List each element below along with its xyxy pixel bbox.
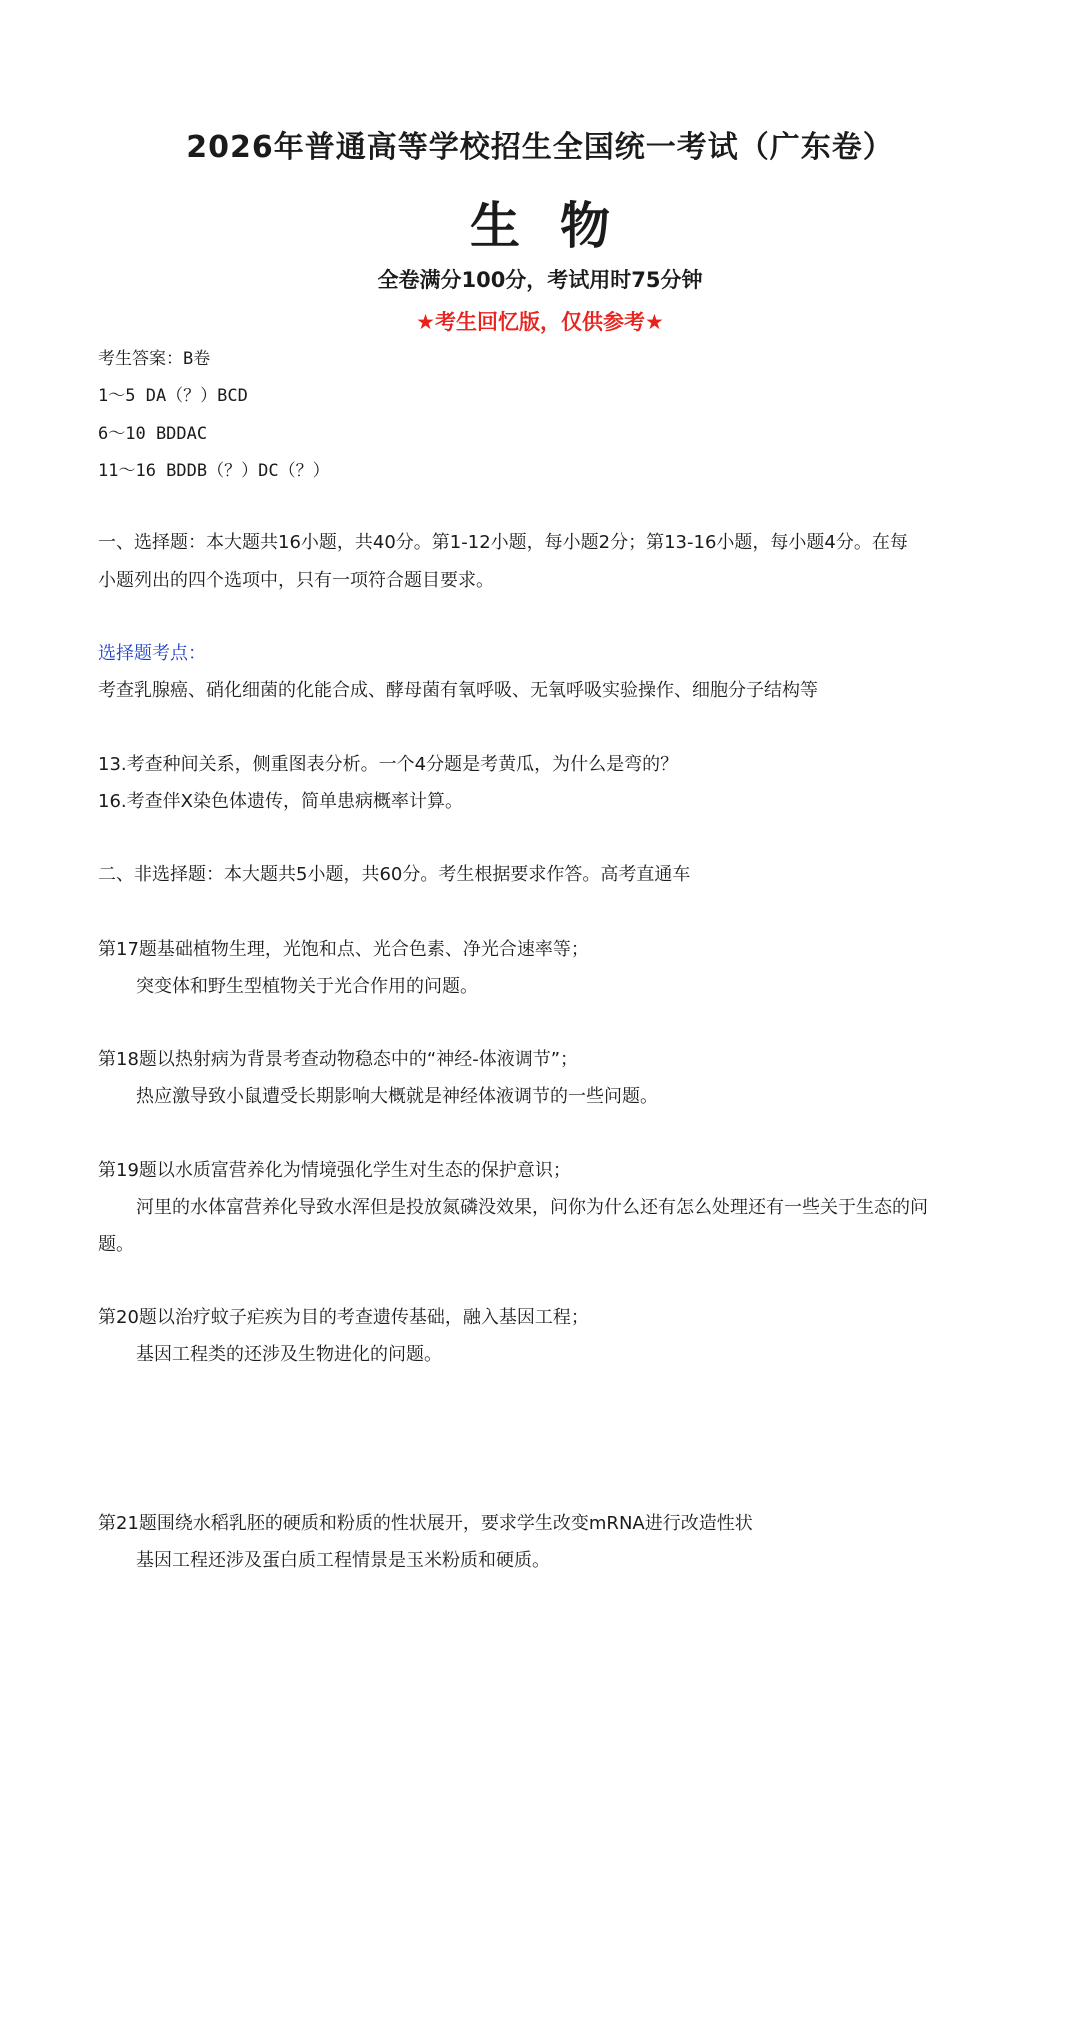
- question-21-line2: 基因工程还涉及蛋白质工程情景是玉米粉质和硬质。: [136, 1550, 550, 1571]
- question-18-line1: 第18题以热射病为背景考查动物稳态中的“神经-体液调节”；: [98, 1049, 579, 1070]
- question-21-line1: 第21题围绕水稻乳胚的硬质和粉质的性状展开，要求学生改变mRNA进行改造性状: [98, 1513, 753, 1534]
- answer-line-2: 6～10 BDDAC: [98, 424, 208, 444]
- subject-title: 生物: [470, 197, 650, 255]
- section1-heading-line1: 一、选择题：本大题共16小题，共40分。第1-12小题，每小题2分；第13-16小题，每小题4分。在每: [98, 532, 908, 553]
- answer-line-1: 1～5 DA（？）BCD: [98, 386, 248, 406]
- section2-heading: 二、非选择题：本大题共5小题，共60分。考生根据要求作答。高考直通车: [98, 864, 691, 885]
- question-19-line1: 第19题以水质富营养化为情境强化学生对生态的保护意识；: [98, 1160, 571, 1181]
- question-16-note: 16.考查伴X染色体遗传，简单患病概率计算。: [98, 791, 463, 812]
- choice-points-label: 选择题考点：: [98, 643, 206, 664]
- answer-label: 考生答案：B卷: [98, 349, 211, 369]
- choice-points-text: 考查乳腺癌、硝化细菌的化能合成、酵母菌有氧呼吸、无氧呼吸实验操作、细胞分子结构等: [98, 680, 818, 701]
- question-18-line2: 热应激导致小鼠遭受长期影响大概就是神经体液调节的一些问题。: [136, 1086, 658, 1107]
- score-time-line: 全卷满分100分，考试用时75分钟: [377, 268, 703, 292]
- question-17-line2: 突变体和野生型植物关于光合作用的问题。: [136, 976, 478, 997]
- recall-version-note: ★考生回忆版，仅供参考★: [416, 310, 664, 334]
- question-19-line2: 河里的水体富营养化导致水浑但是投放氮磷没效果，问你为什么还有怎么处理还有一些关于生态的问: [136, 1197, 928, 1218]
- exam-title: 2026年普通高等学校招生全国统一考试（广东卷）: [186, 130, 894, 165]
- answer-line-3: 11～16 BDDB（？）DC（？）: [98, 461, 330, 481]
- question-13-note: 13.考查种间关系，侧重图表分析。一个4分题是考黄瓜，为什么是弯的？: [98, 754, 679, 775]
- question-20-line1: 第20题以治疗蚊子疟疾为目的考查遗传基础，融入基因工程；: [98, 1307, 589, 1328]
- section1-heading-line2: 小题列出的四个选项中，只有一项符合题目要求。: [98, 570, 494, 591]
- question-19-line3: 题。: [98, 1234, 134, 1255]
- question-20-line2: 基因工程类的还涉及生物进化的问题。: [136, 1344, 442, 1365]
- question-17-line1: 第17题基础植物生理，光饱和点、光合色素、净光合速率等；: [98, 939, 589, 960]
